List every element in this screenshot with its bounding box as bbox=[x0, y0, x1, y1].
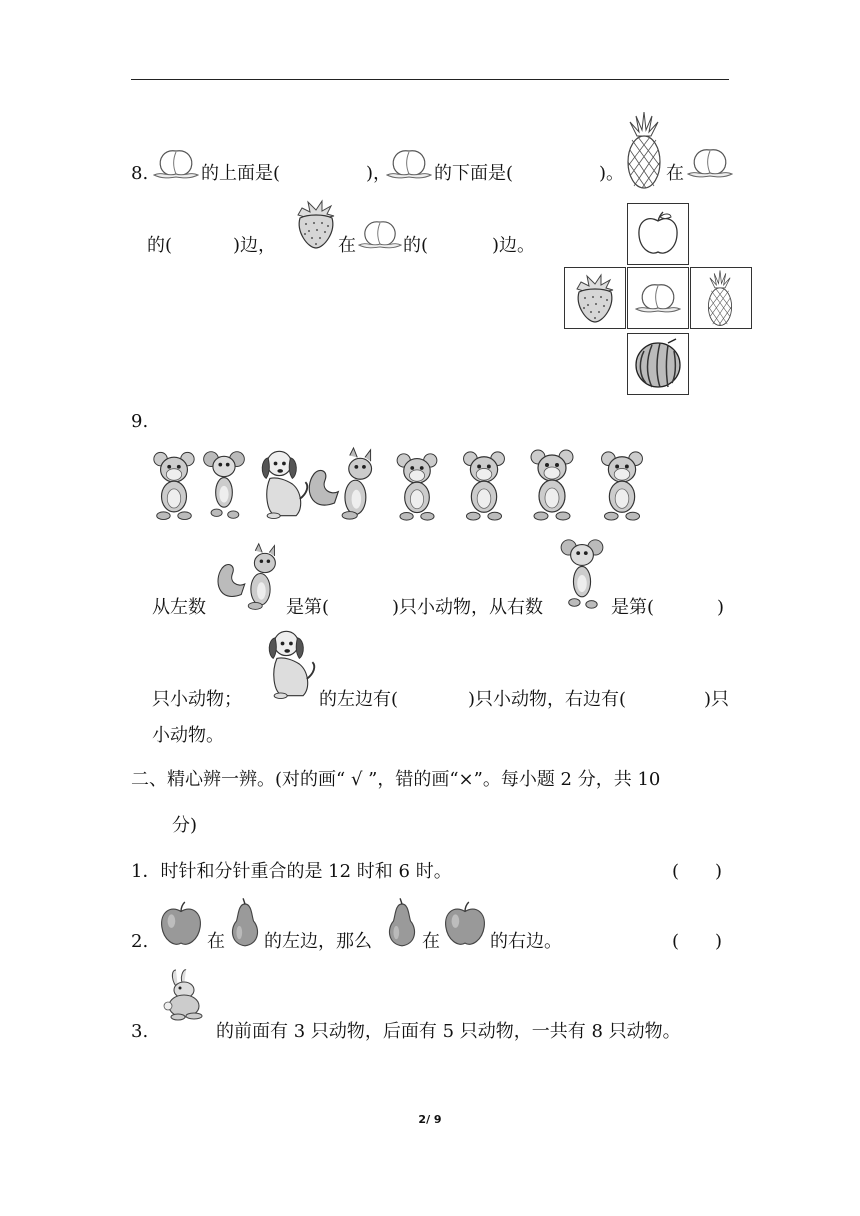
q8-text-10: )边。 bbox=[492, 235, 536, 256]
strawberry-icon bbox=[294, 198, 338, 250]
cow-icon bbox=[591, 448, 653, 522]
q8-text-6: 的( bbox=[147, 235, 173, 256]
item-2-text-1: 在 bbox=[207, 931, 225, 952]
peach-icon bbox=[357, 218, 403, 251]
q9-text-1: 从左数 bbox=[152, 597, 206, 618]
page-number: 2/ 9 bbox=[418, 1113, 442, 1126]
rooster-icon bbox=[527, 446, 577, 522]
squirrel-icon bbox=[212, 542, 288, 612]
squirrel-icon bbox=[306, 446, 382, 522]
item-2-number: 2. bbox=[131, 931, 149, 952]
dog-icon bbox=[262, 624, 318, 704]
q9-text-3: )只小动物，从右数 bbox=[392, 597, 544, 618]
item-2-text-3: 在 bbox=[422, 931, 440, 952]
pineapple-icon bbox=[705, 269, 735, 327]
item-3-number: 3. bbox=[131, 1021, 149, 1042]
mouse-icon bbox=[203, 448, 245, 522]
q8-text-2: )， bbox=[366, 163, 392, 184]
q9-number: 9. bbox=[131, 411, 149, 432]
q9-text-7: 的左边有( bbox=[319, 689, 399, 710]
item-3-text: 的前面有 3 只动物，后面有 5 只动物，一共有 8 只动物。 bbox=[216, 1021, 681, 1042]
item-2-text-4: 的右边。 bbox=[490, 931, 562, 952]
q9-text-8: )只小动物，右边有( bbox=[468, 689, 627, 710]
section-2-title: 二、精心辨一辨。(对的画“ √ ”，错的画“×”。每小题 2 分，共 10 bbox=[131, 769, 661, 790]
grid-cell-center bbox=[627, 267, 689, 329]
q8-text-9: 的( bbox=[403, 235, 429, 256]
q9-text-4: 是第( bbox=[611, 597, 655, 618]
q8-text-1: 的上面是( bbox=[201, 163, 281, 184]
item-2-answer-paren[interactable]: ( ) bbox=[672, 931, 723, 952]
dog-icon bbox=[255, 446, 311, 522]
item-1-answer-paren[interactable]: ( ) bbox=[672, 861, 723, 882]
q8-text-3: 的下面是( bbox=[434, 163, 514, 184]
item-1-text: 1．时针和分针重合的是 12 时和 6 时。 bbox=[131, 861, 452, 882]
section-2-title-cont: 分) bbox=[172, 815, 198, 836]
dragon-icon bbox=[393, 450, 441, 522]
pineapple-icon bbox=[624, 110, 664, 190]
peach-icon bbox=[634, 281, 682, 315]
q8-number: 8. bbox=[131, 163, 149, 184]
grid-cell-top bbox=[627, 203, 689, 265]
q8-text-4: )。 bbox=[599, 163, 625, 184]
peach-icon bbox=[152, 147, 200, 181]
peach-icon bbox=[385, 147, 433, 181]
q9-text-6: 只小动物； bbox=[152, 689, 242, 710]
monkey-icon bbox=[150, 448, 198, 522]
q8-text-5: 在 bbox=[666, 163, 684, 184]
apple-icon bbox=[633, 209, 683, 259]
mouse-icon bbox=[560, 536, 604, 612]
q9-text-9: )只 bbox=[704, 689, 730, 710]
apple-icon bbox=[442, 900, 488, 948]
rabbit-icon bbox=[158, 966, 214, 1022]
pig-icon bbox=[457, 448, 511, 522]
pear-icon bbox=[383, 896, 421, 950]
grid-cell-right bbox=[690, 267, 752, 329]
apple-icon bbox=[158, 900, 204, 948]
q9-text-5: ) bbox=[717, 597, 725, 618]
grid-cell-bottom bbox=[627, 333, 689, 395]
strawberry-icon bbox=[573, 272, 617, 324]
q8-text-8: 在 bbox=[338, 235, 356, 256]
q9-text-2: 是第( bbox=[286, 597, 330, 618]
pear-icon bbox=[226, 896, 264, 950]
q8-text-7: )边， bbox=[233, 235, 277, 256]
peach-icon bbox=[686, 146, 734, 180]
header-rule bbox=[131, 79, 729, 80]
item-2-text-2: 的左边，那么 bbox=[264, 931, 372, 952]
q9-text-10: 小动物。 bbox=[152, 725, 224, 746]
watermelon-icon bbox=[632, 337, 684, 389]
grid-cell-left bbox=[564, 267, 626, 329]
